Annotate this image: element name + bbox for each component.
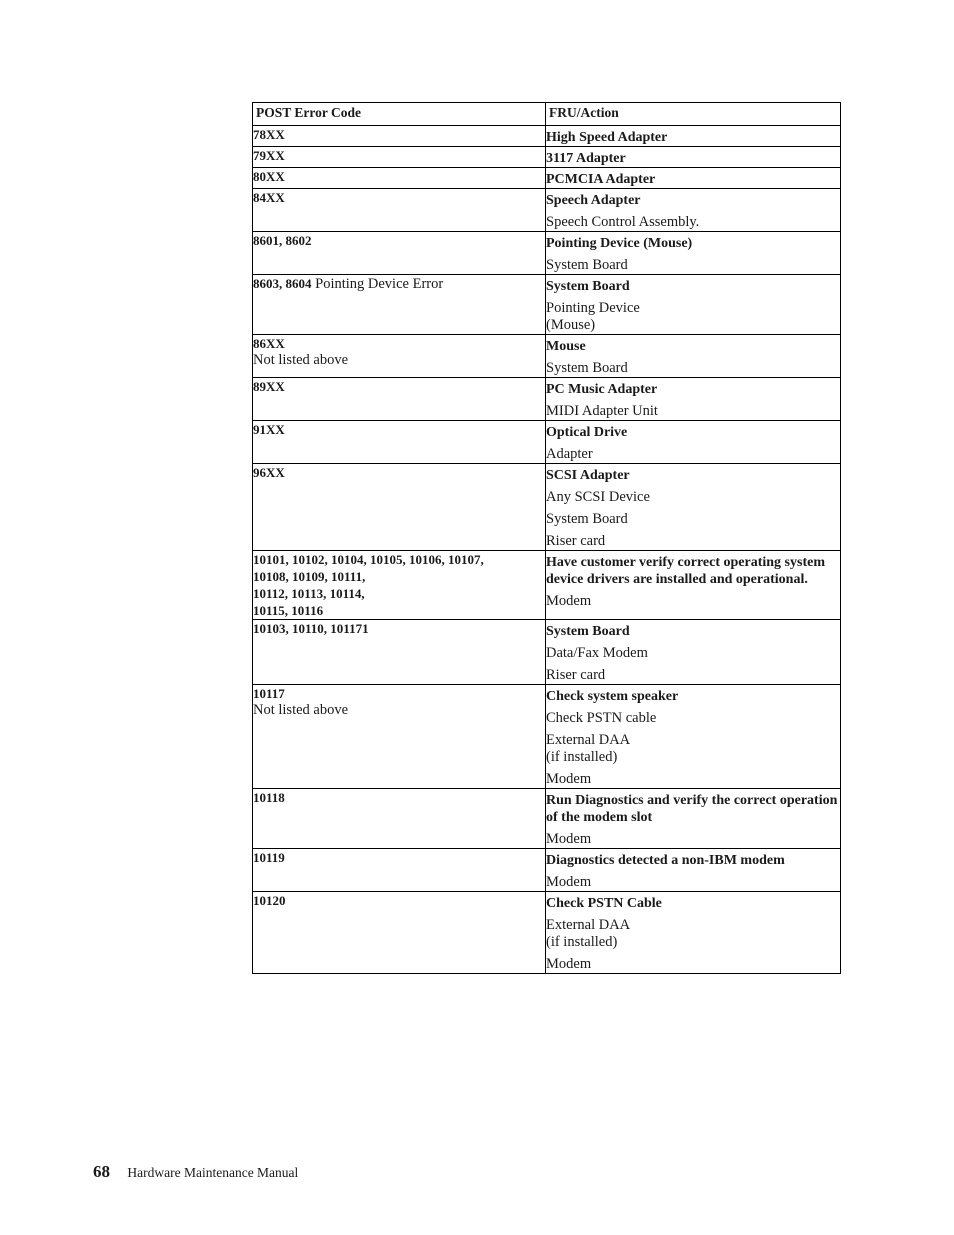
header-fru-action: FRU/Action <box>546 103 841 126</box>
fru-text: PC Music Adapter <box>546 382 658 397</box>
fru-text: High Speed Adapter <box>546 130 668 145</box>
fru-primary-action <box>546 623 840 640</box>
error-code-cell <box>253 551 546 620</box>
fru-item <box>546 257 840 274</box>
table-row <box>253 168 841 189</box>
fru-action-cell <box>546 168 841 189</box>
error-code: 10103, 10110, 101171 <box>253 621 369 636</box>
fru-action-cell <box>546 849 841 892</box>
fru-text: Data/Fax Modem <box>546 645 648 661</box>
error-code: 10120 <box>253 893 286 908</box>
fru-item <box>546 831 840 848</box>
fru-text: Modem <box>546 831 592 847</box>
error-code: 8601, 8602 <box>253 233 312 248</box>
fru-primary-action <box>546 129 840 146</box>
fru-action-cell <box>546 275 841 335</box>
fru-action-cell <box>546 421 841 464</box>
fru-primary-action <box>546 278 840 295</box>
error-code: 10112, 10113, 10114, <box>253 586 365 601</box>
fru-primary-action <box>546 467 840 484</box>
fru-item <box>546 874 840 891</box>
error-code-cell <box>253 685 546 789</box>
error-code: 10108, 10109, 10111, <box>253 569 366 584</box>
fru-primary-action <box>546 895 840 912</box>
fru-text: Optical Drive <box>546 425 628 440</box>
fru-text: (if installed) <box>546 749 618 765</box>
table-body <box>253 126 841 974</box>
error-code-cell <box>253 789 546 849</box>
fru-text: Modem <box>546 956 592 972</box>
fru-primary-action <box>546 381 840 398</box>
error-code-cell <box>253 126 546 147</box>
error-code-cell <box>253 421 546 464</box>
error-code: 10101, 10102, 10104, 10105, 10106, 10107, <box>253 552 484 567</box>
fru-action-cell <box>546 189 841 232</box>
error-code-cell <box>253 168 546 189</box>
error-code-cell <box>253 378 546 421</box>
fru-item <box>546 533 840 550</box>
table-row <box>253 126 841 147</box>
table-row <box>253 849 841 892</box>
error-note: Not listed above <box>253 352 349 368</box>
fru-text: 3117 Adapter <box>546 151 626 166</box>
table-row <box>253 189 841 232</box>
page-footer <box>93 1162 298 1182</box>
page-number: 68 <box>93 1162 110 1181</box>
fru-text: Adapter <box>546 446 593 462</box>
error-code: 8603, 8604 <box>253 276 312 291</box>
fru-action-cell <box>546 232 841 275</box>
fru-text: SCSI Adapter <box>546 468 630 483</box>
error-note: Not listed above <box>253 702 349 718</box>
error-code: 86XX <box>253 336 285 351</box>
fru-text: Any SCSI Device <box>546 489 650 505</box>
fru-action-cell <box>546 789 841 849</box>
fru-text: Diagnostics detected a non-IBM modem <box>546 853 785 868</box>
fru-action-cell <box>546 620 841 685</box>
fru-primary-action <box>546 338 840 355</box>
fru-primary-action <box>546 688 840 705</box>
manual-title: Hardware Maintenance Manual <box>127 1165 299 1180</box>
fru-item <box>546 645 840 662</box>
error-code-cell <box>253 275 546 335</box>
fru-primary-action <box>546 192 840 209</box>
table-row <box>253 275 841 335</box>
fru-action-cell <box>546 685 841 789</box>
table-row <box>253 551 841 620</box>
post-error-table <box>252 102 841 974</box>
table-row <box>253 378 841 421</box>
fru-item <box>546 300 840 334</box>
error-code: 79XX <box>253 148 285 163</box>
fru-text: System Board <box>546 360 628 376</box>
fru-primary-action <box>546 424 840 441</box>
fru-primary-action <box>546 171 840 188</box>
fru-text: Pointing Device (Mouse) <box>546 236 693 251</box>
fru-item <box>546 593 840 610</box>
error-code-cell <box>253 620 546 685</box>
error-code-cell <box>253 335 546 378</box>
fru-text: Riser card <box>546 667 606 683</box>
fru-item <box>546 667 840 684</box>
fru-action-cell <box>546 335 841 378</box>
table-header-row <box>253 103 841 126</box>
fru-text: Check PSTN Cable <box>546 896 662 911</box>
fru-action-cell <box>546 378 841 421</box>
fru-text: System Board <box>546 624 630 639</box>
fru-action-cell <box>546 892 841 974</box>
fru-item <box>546 917 840 951</box>
error-code: 80XX <box>253 169 285 184</box>
error-code-cell <box>253 849 546 892</box>
error-code-cell <box>253 232 546 275</box>
error-code: 96XX <box>253 465 285 480</box>
fru-action-cell <box>546 551 841 620</box>
error-code: 10119 <box>253 850 285 865</box>
fru-text: System Board <box>546 279 630 294</box>
error-code-cell <box>253 464 546 551</box>
fru-text: Have customer verify correct operating system device drivers are installed and operational. <box>546 555 825 587</box>
error-code: 84XX <box>253 190 285 205</box>
fru-text: (if installed) <box>546 934 618 950</box>
fru-item <box>546 360 840 377</box>
error-code: 78XX <box>253 127 285 142</box>
table-row <box>253 892 841 974</box>
table-row <box>253 147 841 168</box>
fru-item <box>546 732 840 766</box>
error-code: 10115, 10116 <box>253 603 324 618</box>
fru-text: Modem <box>546 771 592 787</box>
error-code: 91XX <box>253 422 285 437</box>
fru-text: Check PSTN cable <box>546 710 657 726</box>
error-description: Pointing Device Error <box>311 276 444 292</box>
fru-item <box>546 511 840 528</box>
table-row <box>253 685 841 789</box>
error-code: 10117 <box>253 686 285 701</box>
fru-text: External DAA <box>546 917 631 933</box>
fru-action-cell <box>546 147 841 168</box>
fru-primary-action <box>546 852 840 869</box>
fru-item <box>546 214 840 231</box>
fru-text: PCMCIA Adapter <box>546 172 656 187</box>
fru-action-cell <box>546 464 841 551</box>
fru-text: Mouse <box>546 339 586 354</box>
table-row <box>253 464 841 551</box>
error-code-cell <box>253 147 546 168</box>
fru-item <box>546 956 840 973</box>
error-code: 89XX <box>253 379 285 394</box>
fru-text: (Mouse) <box>546 317 596 333</box>
error-code: 10118 <box>253 790 285 805</box>
fru-item <box>546 403 840 420</box>
fru-text: Modem <box>546 874 592 890</box>
fru-primary-action <box>546 235 840 252</box>
fru-text: Speech Control Assembly. <box>546 214 700 230</box>
fru-primary-action <box>546 554 840 588</box>
fru-text: MIDI Adapter Unit <box>546 403 658 419</box>
fru-text: Pointing Device <box>546 300 640 316</box>
fru-item <box>546 771 840 788</box>
table-row <box>253 620 841 685</box>
header-post-error-code: POST Error Code <box>253 103 546 126</box>
table-row <box>253 421 841 464</box>
fru-text: Check system speaker <box>546 689 679 704</box>
fru-text: System Board <box>546 257 628 273</box>
fru-text: External DAA <box>546 732 631 748</box>
fru-text: System Board <box>546 511 628 527</box>
error-code-cell <box>253 892 546 974</box>
fru-text: Modem <box>546 593 592 609</box>
error-code-cell <box>253 189 546 232</box>
table-row <box>253 789 841 849</box>
fru-item <box>546 710 840 727</box>
fru-text: Riser card <box>546 533 606 549</box>
fru-text: Speech Adapter <box>546 193 641 208</box>
fru-primary-action <box>546 150 840 167</box>
fru-primary-action <box>546 792 840 826</box>
fru-text: Run Diagnostics and verify the correct operation of the modem slot <box>546 793 838 825</box>
table-row <box>253 232 841 275</box>
table-row <box>253 335 841 378</box>
fru-item <box>546 489 840 506</box>
fru-item <box>546 446 840 463</box>
fru-action-cell <box>546 126 841 147</box>
